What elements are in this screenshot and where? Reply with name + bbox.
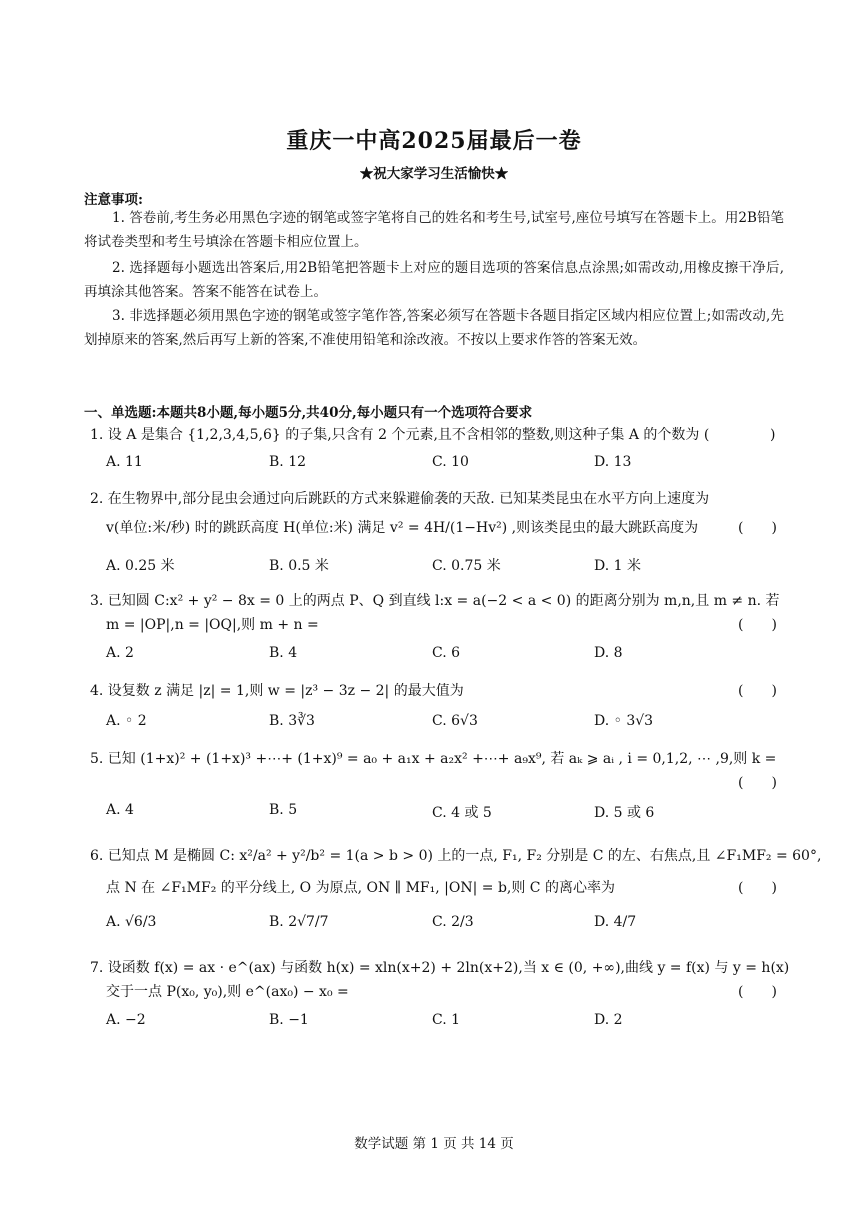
question-2-paren: ( ) [738, 520, 777, 536]
question-3-option-a: A. 2 [106, 645, 134, 661]
notice-heading: 注意事项: [84, 192, 143, 208]
question-2-option-b: B. 0.5 米 [269, 558, 329, 574]
question-5-option-c: C. 4 或 5 [432, 805, 492, 821]
question-2-option-a: A. 0.25 米 [106, 558, 175, 574]
question-5-option-b: B. 5 [269, 802, 298, 818]
question-1-option-a: A. 11 [106, 454, 143, 470]
question-4-option-d: D. ◦ 3√3 [594, 713, 654, 729]
question-7-option-d: D. 2 [594, 1012, 623, 1028]
question-1-option-d: D. 13 [594, 454, 632, 470]
question-6-options [106, 914, 786, 936]
question-5-line-1: 5. 已知 (1+x)² + (1+x)³ +⋯+ (1+x)⁹ = a₀ + a₁x + a₂x² +⋯+ a₉x⁹, 若 aₖ ⩾ aᵢ , i = 0,1,2, ⋯ ,9,则 k = [90, 751, 777, 767]
question-4-options [106, 713, 786, 735]
question-4-option-a: A. ◦ 2 [106, 713, 147, 729]
question-1-option-c: C. 10 [432, 454, 469, 470]
question-1-line-1: 1. 设 A 是集合 {1,2,3,4,5,6} 的子集,只含有 2 个元素,且不含相邻的整数,则这种子集 A 的个数为 ( [90, 427, 710, 443]
question-7-line-2: 交于一点 P(x₀, y₀),则 e^(ax₀) − x₀ = [106, 984, 349, 1000]
question-7-options [106, 1012, 786, 1034]
question-5-option-a: A. 4 [106, 802, 134, 818]
question-6-line-2: 点 N 在 ∠F₁MF₂ 的平分线上, O 为原点, ON ∥ MF₁, |ON| = b,则 C 的离心率为 [106, 880, 615, 896]
notice-item-2: 2. 选择题每小题选出答案后,用2B铅笔把答题卡上对应的题目选项的答案信息点涂黑;如需改动,用橡皮擦干净后,再填涂其他答案。答案不能答在试卷上。 [84, 260, 784, 300]
question-5-paren: ( ) [738, 775, 777, 791]
question-1-option-b: B. 12 [269, 454, 307, 470]
question-3-paren: ( ) [738, 617, 777, 633]
page-footer: 数学试题 第 1 页 共 14 页 [354, 1136, 514, 1152]
question-2-line-1: 2. 在生物界中,部分昆虫会通过向后跳跃的方式来躲避偷袭的天敌. 已知某类昆虫在水平方向上速度为 [90, 491, 710, 507]
question-7-option-a: A. −2 [106, 1012, 146, 1028]
notice-item-3: 3. 非选择题必须用黑色字迹的钢笔或签字笔作答,答案必须写在答题卡各题目指定区域内相应位置上;如需改动,先划掉原来的答案,然后再写上新的答案,不准使用铅笔和涂改液。不按以上要求作答的答案无效。 [84, 308, 784, 348]
question-4-paren: ( ) [738, 683, 777, 699]
question-3-line-1: 3. 已知圆 C:x² + y² − 8x = 0 上的两点 P、Q 到直线 l:x = a(−2 < a < 0) 的距离分别为 m,n,且 m ≠ n. 若 [90, 593, 780, 609]
question-6-paren: ( ) [738, 880, 777, 896]
question-6-option-d: D. 4/7 [594, 914, 637, 930]
question-5-options [106, 802, 786, 824]
question-2-line-2: v(单位:米/秒) 时的跳跃高度 H(单位:米) 满足 v² = 4H/(1−Hv²) ,则该类昆虫的最大跳跃高度为 [106, 520, 699, 536]
question-4-option-c: C. 6√3 [432, 713, 478, 729]
question-3-options [106, 645, 786, 667]
question-6-option-b: B. 2√7/7 [269, 914, 329, 930]
page-title: 重庆一中高2025届最后一卷 [286, 128, 582, 154]
question-3-option-c: C. 6 [432, 645, 461, 661]
question-7-line-1: 7. 设函数 f(x) = ax · e^(ax) 与函数 h(x) = xln(x+2) + 2ln(x+2),当 x ∈ (0, +∞),曲线 y = f(x) 与 y = h(x) [90, 960, 790, 976]
question-7-option-c: C. 1 [432, 1012, 461, 1028]
question-2-option-d: D. 1 米 [594, 558, 641, 574]
question-7-paren: ( ) [738, 984, 777, 1000]
question-7-option-b: B. −1 [269, 1012, 309, 1028]
question-4-option-b: B. 3∛3 [269, 713, 315, 729]
question-6-option-a: A. √6/3 [106, 914, 157, 930]
question-3-option-d: D. 8 [594, 645, 623, 661]
question-3-line-2: m = |OP|,n = |OQ|,则 m + n = [106, 617, 319, 633]
question-3-option-b: B. 4 [269, 645, 298, 661]
question-4-line-1: 4. 设复数 z 满足 |z| = 1,则 w = |z³ − 3z − 2| 的最大值为 [90, 683, 464, 699]
notice-item-1: 1. 答卷前,考生务必用黑色字迹的钢笔或签字笔将自己的姓名和考生号,试室号,座位号填写在答题卡上。用2B铅笔将试卷类型和考生号填涂在答题卡相应位置上。 [84, 210, 784, 250]
question-1-options [106, 454, 786, 476]
question-5-option-d: D. 5 或 6 [594, 805, 655, 821]
question-6-option-c: C. 2/3 [432, 914, 474, 930]
question-2-options [106, 555, 786, 577]
section-title: 一、单选题:本题共8小题,每小题5分,共40分,每小题只有一个选项符合要求 [84, 405, 533, 421]
question-6-line-1: 6. 已知点 M 是椭圆 C: x²/a² + y²/b² = 1(a > b > 0) 上的一点, F₁, F₂ 分别是 C 的左、右焦点,且 ∠F₁MF₂ = 60°, [90, 848, 822, 864]
question-1-paren: ) [770, 427, 776, 443]
question-2-option-c: C. 0.75 米 [432, 558, 501, 574]
page-subtitle: ★祝大家学习生活愉快★ [359, 166, 509, 182]
